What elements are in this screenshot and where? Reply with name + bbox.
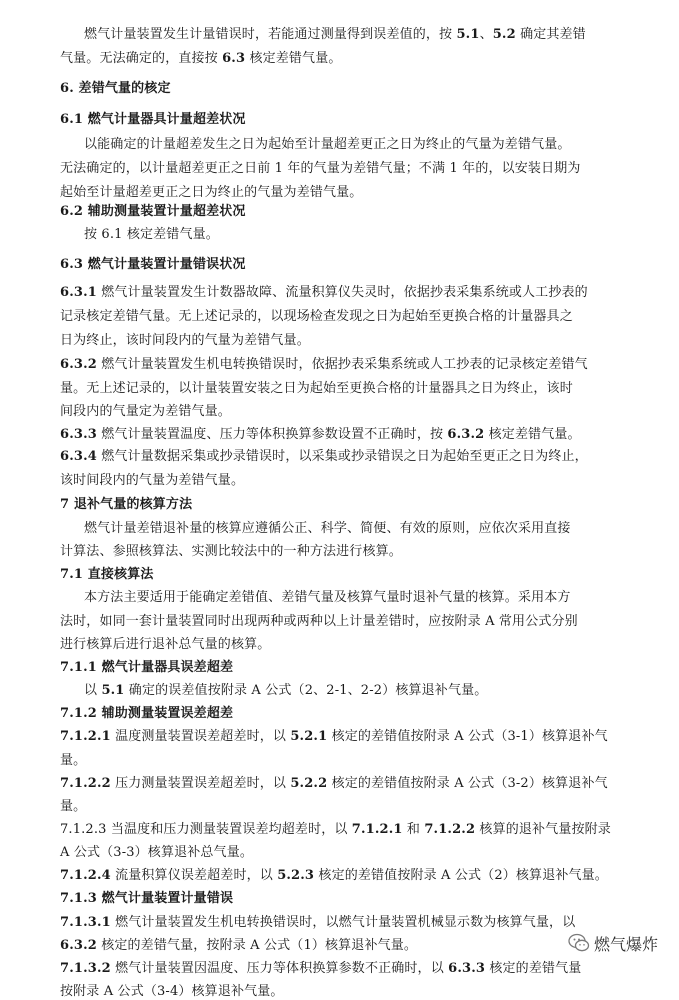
text-line	[60, 204, 246, 220]
text-run: 燃气计量装置发生机电转换错误时，依据抄表采集系统或人工抄表的记录核定差错气	[96, 357, 588, 372]
watermark-text: 燃气爆炸	[594, 935, 659, 954]
text-run: 计算法、参照核算法、实测比较法中的一种方法进行核算。	[60, 544, 402, 559]
bold-text: 6.3.1	[60, 285, 97, 300]
bold-text: 5.2.1	[290, 729, 328, 744]
text-run: 以能确定的计量超差发生之日为起始至计量超差更正之日为终止的气量为差错气量。	[84, 137, 571, 152]
text-run: 确定其差错	[515, 27, 586, 42]
text-line	[60, 161, 581, 177]
text-run: 核定的差错值按附录 A 公式（3-1）核算退补气	[327, 729, 608, 744]
bold-text: 5.1	[456, 27, 480, 42]
text-line	[84, 137, 571, 153]
text-run: 日为终止，该时间段内的气量为差错气量。	[60, 333, 310, 348]
text-line	[60, 333, 310, 349]
text-run: 核定差错气量。	[484, 427, 581, 442]
wechat-icon	[568, 933, 590, 953]
text-run: 按 6.1 核定差错气量。	[84, 227, 219, 242]
text-line	[84, 590, 571, 606]
bold-text: 7 退补气量的核算方法	[60, 497, 193, 512]
bold-text: 5.2.2	[290, 776, 328, 791]
bold-text: 6.3.2	[60, 357, 97, 372]
text-run: 该时间段内的气量为差错气量。	[60, 473, 245, 488]
text-run: 进行核算后进行退补总气量的核算。	[60, 637, 271, 652]
text-line	[60, 309, 573, 325]
bold-text: 7.1.2.2	[60, 776, 111, 791]
text-run: 核定的差错值按附录 A 公式（3-2）核算退补气	[327, 776, 608, 791]
text-line	[60, 706, 233, 722]
text-line	[60, 112, 246, 128]
text-run: 核定的差错值按附录 A 公式（2）核算退补气量。	[314, 868, 608, 883]
text-run: 核算的退补气量按附录	[475, 822, 611, 837]
bold-text: 6.3 燃气计量装置计量错误状况	[60, 257, 246, 272]
text-line	[60, 868, 608, 884]
text-line	[60, 776, 608, 792]
text-line	[60, 257, 246, 273]
text-line	[60, 285, 588, 301]
text-run: 记录核定差错气量。无上述记录的，以现场检查发现之日为起始至更换合格的计量器具之	[60, 309, 573, 324]
bold-text: 5.2	[492, 27, 516, 42]
text-run: 本方法主要适用于能确定差错值、差错气量及核算气量时退补气量的核算。采用本方	[84, 590, 571, 605]
text-run: 量。	[60, 799, 87, 814]
text-line	[84, 521, 571, 537]
text-line	[60, 799, 86, 815]
bold-text: 7.1.1 燃气计量器具误差超差	[60, 660, 234, 675]
text-line	[60, 51, 342, 67]
bold-text: 6.2 辅助测量装置计量超差状况	[60, 204, 246, 219]
text-run: 燃气计量装置发生计数器故障、流量积算仪失灵时，依据抄表采集系统或人工抄表的	[96, 285, 588, 300]
bold-text: 7.1.3 燃气计量装置计量错误	[60, 891, 234, 906]
text-line	[60, 660, 233, 676]
bold-text: 7.1.2.4	[60, 868, 111, 883]
bold-text: 7.1.3.2	[60, 961, 111, 976]
bold-text: 6.1 燃气计量器具计量超差状况	[60, 112, 246, 127]
text-run: 量。无上述记录的，以计量装置安装之日为起始至更换合格的计量器具之日为终止，该时	[60, 381, 573, 396]
text-run: 燃气计量装置发生机电转换错误时，以燃气计量装置机械显示数为核算气量，以	[110, 915, 576, 930]
bold-text: 7.1.2.1	[60, 729, 111, 744]
bold-text: 6.3.3	[448, 961, 486, 976]
text-run: 温度测量装置误差超差时，以	[110, 729, 291, 744]
bold-text: 6.3.2	[60, 938, 97, 953]
text-line	[60, 891, 233, 907]
text-run: 燃气计量装置温度、压力等体积换算参数设置不正确时，按	[96, 427, 448, 442]
bold-text: 7.1.2 辅助测量装置误差超差	[60, 706, 234, 721]
bold-text: 7.1 直接核算法	[60, 567, 154, 582]
text-line	[60, 822, 611, 838]
text-line	[60, 427, 581, 443]
text-run: 燃气计量装置因温度、压力等体积换算参数不正确时，以	[110, 961, 449, 976]
bold-text: 6.3.3	[60, 427, 97, 442]
text-run: 燃气计量数据采集或抄录错误时，以采集或抄录错误之日为起始至更正之日为终止，	[96, 449, 588, 464]
text-run: 核定的差错气量	[485, 961, 582, 976]
text-run: 确定的误差值按附录 A 公式（2、2-1、2-2）核算退补气量。	[124, 683, 488, 698]
text-line	[60, 845, 253, 861]
bold-text: 7.1.3.1	[60, 915, 111, 930]
bold-text: 6.3	[222, 51, 246, 66]
text-run: 气量。无法确定的，直接按	[60, 51, 223, 66]
text-line	[60, 404, 231, 420]
text-line	[60, 567, 154, 583]
text-line	[60, 381, 573, 397]
text-run: 法时，如同一套计量装置同时出现两种或两种以上计量差错时，应按附录 A 常用公式分别	[60, 614, 578, 629]
text-run: 起始至计量超差更正之日为终止的气量为差错气量。	[60, 185, 363, 200]
bold-text: 7.1.2.2	[424, 822, 476, 837]
text-run: 和	[402, 822, 425, 837]
text-line	[60, 961, 581, 977]
text-line	[60, 81, 171, 97]
text-run: 、	[479, 27, 493, 42]
text-run: 压力测量装置误差超差时，以	[110, 776, 291, 791]
text-line	[60, 449, 588, 465]
text-line	[84, 683, 487, 699]
text-line	[60, 357, 588, 373]
text-run: 燃气计量差错退补量的核算应遵循公正、科学、简便、有效的原则，应依次采用直接	[84, 521, 571, 536]
text-line	[60, 497, 192, 513]
text-line	[60, 984, 284, 1000]
text-line	[60, 729, 608, 745]
text-line	[60, 753, 86, 769]
text-line	[60, 938, 417, 954]
watermark	[568, 928, 674, 960]
bold-text: 6.3.4	[60, 449, 97, 464]
text-line	[60, 544, 402, 560]
text-run: 核定差错气量。	[245, 51, 342, 66]
text-run: 燃气计量装置发生计量错误时，若能通过测量得到误差值的，按	[84, 27, 457, 42]
text-line	[60, 637, 270, 653]
text-run: 以	[84, 683, 102, 698]
text-run: 7.1.2.3 当温度和压力测量装置误差均超差时，以	[60, 822, 352, 837]
text-run: 间段内的气量定为差错气量。	[60, 404, 231, 419]
text-line	[60, 915, 575, 931]
text-line	[84, 227, 219, 243]
text-line	[60, 185, 362, 201]
bold-text: 5.2.3	[277, 868, 315, 883]
text-line	[60, 614, 578, 630]
text-line	[60, 473, 244, 489]
text-run: 量。	[60, 753, 87, 768]
text-run: A 公式（3-3）核算退补总气量。	[60, 845, 254, 860]
bold-text: 6. 差错气量的核定	[60, 81, 171, 96]
bold-text: 5.1	[101, 683, 125, 698]
text-run: 核定的差错气量，按附录 A 公式（1）核算退补气量。	[96, 938, 418, 953]
text-line	[84, 27, 586, 43]
text-run: 无法确定的，以计量超差更正之日前 1 年的气量为差错气量；不满 1 年的，以安装日期为	[60, 161, 581, 176]
text-run: 按附录 A 公式（3-4）核算退补气量。	[60, 984, 284, 999]
bold-text: 7.1.2.1	[351, 822, 403, 837]
text-run: 流量积算仪误差超差时，以	[110, 868, 278, 883]
bold-text: 6.3.2	[447, 427, 485, 442]
